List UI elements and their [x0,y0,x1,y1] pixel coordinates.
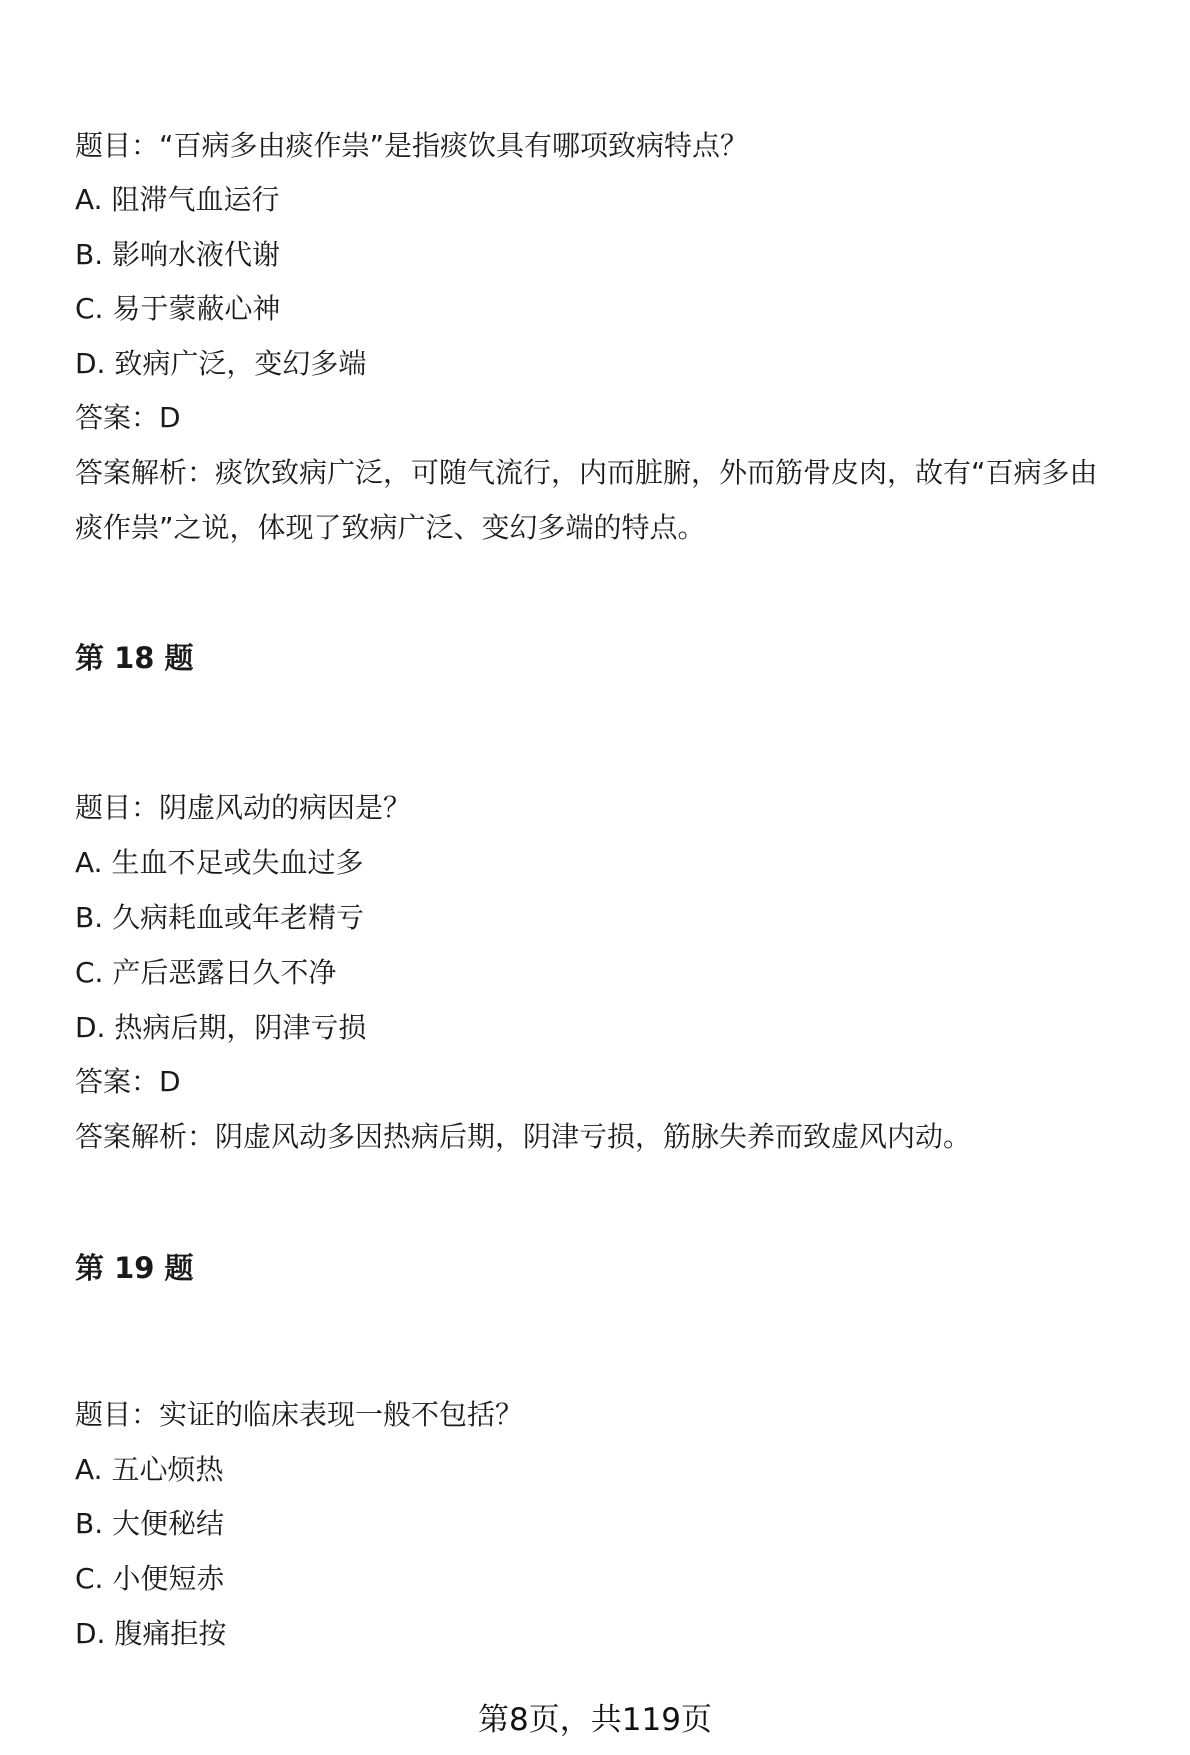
option-b: B. 影响水液代谢 [75,238,281,271]
option-c: C. 小便短赤 [75,1562,225,1595]
option-a: A. 阻滞气血运行 [75,183,280,216]
explanation-text: 答案解析：痰饮致病广泛，可随气流行，内而脏腑，外而筋骨皮肉，故有“百病多由 [75,456,1098,489]
option-c: C. 产后恶露日久不净 [75,956,337,989]
option-a: A. 五心烦热 [75,1453,224,1486]
explanation-text: 答案解析：阴虚风动多因热病后期，阴津亏损，筋脉失养而致虚风内动。 [75,1120,972,1153]
option-b: B. 大便秘结 [75,1507,225,1540]
question-heading: 第 18 题 [75,641,194,675]
option-d: D. 热病后期，阴津亏损 [75,1011,367,1044]
answer-text: 答案：D [75,1065,181,1098]
question-heading: 第 19 题 [75,1251,194,1285]
answer-text: 答案：D [75,401,181,434]
explanation-text-continued: 痰作祟”之说，体现了致病广泛、变幻多端的特点。 [75,511,706,544]
question-text: 题目：阴虚风动的病因是？ [75,791,412,824]
page-number-footer: 第8页，共119页 [478,1702,712,1738]
option-c: C. 易于蒙蔽心神 [75,292,281,325]
question-text: 题目：“百病多由痰作祟”是指痰饮具有哪项致病特点？ [75,129,749,162]
option-a: A. 生血不足或失血过多 [75,846,364,879]
option-b: B. 久病耗血或年老精亏 [75,901,365,934]
option-d: D. 致病广泛，变幻多端 [75,347,367,380]
option-d: D. 腹痛拒按 [75,1617,227,1650]
question-text: 题目：实证的临床表现一般不包括？ [75,1398,524,1431]
